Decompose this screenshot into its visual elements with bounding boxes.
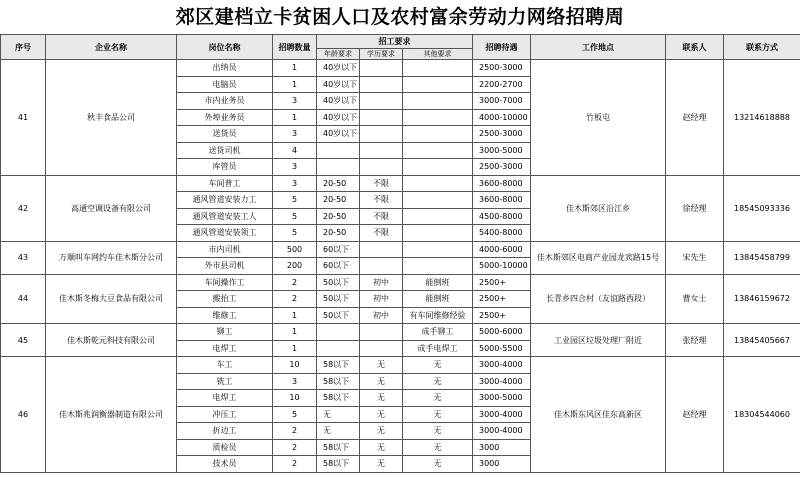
table-row: [1, 241, 800, 258]
count-cell: 2: [273, 274, 317, 291]
contact-cell: 宋先生: [666, 241, 724, 274]
salary-cell: 5400-8000: [473, 225, 531, 242]
phone-cell: 13845458799: [724, 241, 800, 274]
count-cell: 3: [273, 93, 317, 110]
location-cell: 工业园区垃圾处理厂附近: [531, 324, 666, 357]
count-cell: 3: [273, 175, 317, 192]
recruitment-table: [0, 34, 800, 473]
other-cell: 无: [403, 423, 473, 440]
age-cell: [317, 159, 360, 176]
age-cell: [317, 142, 360, 159]
position-cell: 铆工: [177, 324, 273, 341]
position-cell: 通风管道安装工人: [177, 208, 273, 225]
other-cell: 无: [403, 456, 473, 473]
count-cell: 5: [273, 225, 317, 242]
salary-cell: 4000-10000: [473, 109, 531, 126]
count-cell: 1: [273, 60, 317, 77]
salary-cell: 3000-5000: [473, 390, 531, 407]
position-cell: 车工: [177, 357, 273, 374]
edu-cell: 初中: [360, 307, 403, 324]
phone-cell: 18304544060: [724, 357, 800, 473]
salary-cell: 3000: [473, 439, 531, 456]
salary-cell: 2500-3000: [473, 60, 531, 77]
header-salary: 招聘待遇: [473, 35, 531, 60]
count-cell: 10: [273, 390, 317, 407]
age-cell: 60以下: [317, 258, 360, 275]
salary-cell: 3000-4000: [473, 423, 531, 440]
other-cell: 无: [403, 390, 473, 407]
age-cell: 40岁以下: [317, 126, 360, 143]
location-cell: 竹板屯: [531, 60, 666, 176]
count-cell: 1: [273, 324, 317, 341]
other-cell: [403, 109, 473, 126]
age-cell: [317, 324, 360, 341]
company-cell: 万顺叫车网约车佳木斯分公司: [46, 241, 177, 274]
salary-cell: 3000-5000: [473, 142, 531, 159]
position-cell: 铣工: [177, 373, 273, 390]
edu-cell: 无: [360, 373, 403, 390]
contact-cell: 赵经理: [666, 60, 724, 176]
other-cell: [403, 76, 473, 93]
count-cell: 3: [273, 373, 317, 390]
salary-cell: 3000: [473, 456, 531, 473]
count-cell: 4: [273, 142, 317, 159]
table-body: [1, 60, 800, 473]
age-cell: 58以下: [317, 390, 360, 407]
position-cell: 车间普工: [177, 175, 273, 192]
salary-cell: 3600-8000: [473, 192, 531, 209]
company-cell: 高通空调设备有限公司: [46, 175, 177, 241]
salary-cell: 4000-6000: [473, 241, 531, 258]
position-cell: 电焊工: [177, 340, 273, 357]
edu-cell: 不限: [360, 225, 403, 242]
count-cell: 1: [273, 109, 317, 126]
other-cell: 无: [403, 357, 473, 374]
position-cell: 搬抬工: [177, 291, 273, 308]
other-cell: [403, 159, 473, 176]
edu-cell: 无: [360, 423, 403, 440]
header-other: 其他要求: [403, 49, 473, 60]
other-cell: [403, 225, 473, 242]
header-seq: 序号: [1, 35, 46, 60]
other-cell: [403, 208, 473, 225]
seq-cell: 45: [1, 324, 46, 357]
table-row: [1, 60, 800, 77]
salary-cell: 3000-4000: [473, 357, 531, 374]
other-cell: [403, 175, 473, 192]
location-cell: 佳木斯东风区佳东高新区: [531, 357, 666, 473]
edu-cell: [360, 60, 403, 77]
other-cell: 有车间维修经验: [403, 307, 473, 324]
salary-cell: 3000-4000: [473, 373, 531, 390]
edu-cell: 无: [360, 439, 403, 456]
company-cell: 秋丰食品公司: [46, 60, 177, 176]
other-cell: [403, 192, 473, 209]
age-cell: 50以下: [317, 274, 360, 291]
phone-cell: 13845405667: [724, 324, 800, 357]
count-cell: 2: [273, 423, 317, 440]
contact-cell: 赵经理: [666, 357, 724, 473]
other-cell: 无: [403, 406, 473, 423]
other-cell: [403, 241, 473, 258]
edu-cell: 初中: [360, 291, 403, 308]
position-cell: 外埠业务员: [177, 109, 273, 126]
age-cell: 58以下: [317, 439, 360, 456]
salary-cell: 2500-3000: [473, 159, 531, 176]
edu-cell: [360, 340, 403, 357]
salary-cell: 2500-3000: [473, 126, 531, 143]
salary-cell: 3600-8000: [473, 175, 531, 192]
position-cell: 库管员: [177, 159, 273, 176]
count-cell: 2: [273, 456, 317, 473]
seq-cell: 44: [1, 274, 46, 324]
salary-cell: 3000-7000: [473, 93, 531, 110]
position-cell: 维修工: [177, 307, 273, 324]
phone-cell: 13846159672: [724, 274, 800, 324]
seq-cell: 46: [1, 357, 46, 473]
company-cell: 佳木斯冬梅大豆食品有限公司: [46, 274, 177, 324]
edu-cell: [360, 93, 403, 110]
count-cell: 1: [273, 340, 317, 357]
age-cell: 58以下: [317, 373, 360, 390]
salary-cell: 3000-4000: [473, 406, 531, 423]
header-company: 企业名称: [46, 35, 177, 60]
edu-cell: [360, 142, 403, 159]
edu-cell: 无: [360, 406, 403, 423]
position-cell: 车间操作工: [177, 274, 273, 291]
header-edu: 学历要求: [360, 49, 403, 60]
age-cell: 58以下: [317, 456, 360, 473]
edu-cell: [360, 159, 403, 176]
count-cell: 5: [273, 406, 317, 423]
position-cell: 折边工: [177, 423, 273, 440]
count-cell: 5: [273, 208, 317, 225]
contact-cell: 曹女士: [666, 274, 724, 324]
position-cell: 送货员: [177, 126, 273, 143]
other-cell: 无: [403, 439, 473, 456]
position-cell: 外市县司机: [177, 258, 273, 275]
count-cell: 2: [273, 439, 317, 456]
position-cell: 市内业务员: [177, 93, 273, 110]
age-cell: 20-50: [317, 192, 360, 209]
age-cell: 20-50: [317, 208, 360, 225]
position-cell: 技术员: [177, 456, 273, 473]
header-age: 年龄要求: [317, 49, 360, 60]
edu-cell: 不限: [360, 192, 403, 209]
count-cell: 200: [273, 258, 317, 275]
phone-cell: 13214618888: [724, 60, 800, 176]
position-cell: 质检员: [177, 439, 273, 456]
salary-cell: 5000-10000: [473, 258, 531, 275]
position-cell: 送货司机: [177, 142, 273, 159]
age-cell: 无: [317, 406, 360, 423]
other-cell: 能倒班: [403, 274, 473, 291]
position-cell: 冲压工: [177, 406, 273, 423]
age-cell: 40岁以下: [317, 60, 360, 77]
location-cell: 佳木斯郊区沿江乡: [531, 175, 666, 241]
age-cell: 50以下: [317, 307, 360, 324]
salary-cell: 4500-8000: [473, 208, 531, 225]
contact-cell: 徐经理: [666, 175, 724, 241]
age-cell: [317, 340, 360, 357]
count-cell: 5: [273, 192, 317, 209]
edu-cell: [360, 258, 403, 275]
count-cell: 3: [273, 159, 317, 176]
other-cell: [403, 93, 473, 110]
count-cell: 3: [273, 126, 317, 143]
age-cell: 60以下: [317, 241, 360, 258]
other-cell: 成手铆工: [403, 324, 473, 341]
other-cell: 能倒班: [403, 291, 473, 308]
edu-cell: [360, 109, 403, 126]
count-cell: 1: [273, 76, 317, 93]
company-cell: 佳木斯乾元科技有限公司: [46, 324, 177, 357]
seq-cell: 42: [1, 175, 46, 241]
edu-cell: 无: [360, 456, 403, 473]
edu-cell: 初中: [360, 274, 403, 291]
other-cell: [403, 258, 473, 275]
age-cell: 40岁以下: [317, 93, 360, 110]
count-cell: 2: [273, 291, 317, 308]
table-row: [1, 274, 800, 291]
count-cell: 1: [273, 307, 317, 324]
salary-cell: 2500+: [473, 291, 531, 308]
header-position: 岗位名称: [177, 35, 273, 60]
age-cell: 20-50: [317, 225, 360, 242]
edu-cell: [360, 324, 403, 341]
age-cell: 58以下: [317, 357, 360, 374]
position-cell: 出纳员: [177, 60, 273, 77]
contact-cell: 张经理: [666, 324, 724, 357]
position-cell: 通风管道安装力工: [177, 192, 273, 209]
salary-cell: 5000-6000: [473, 324, 531, 341]
table-row: [1, 324, 800, 341]
seq-cell: 43: [1, 241, 46, 274]
age-cell: 50以下: [317, 291, 360, 308]
other-cell: 成手电焊工: [403, 340, 473, 357]
other-cell: 无: [403, 373, 473, 390]
position-cell: 通风管道安装领工: [177, 225, 273, 242]
company-cell: 佳木斯兆润衡器制造有限公司: [46, 357, 177, 473]
age-cell: 40岁以下: [317, 109, 360, 126]
edu-cell: [360, 241, 403, 258]
other-cell: [403, 60, 473, 77]
edu-cell: 不限: [360, 175, 403, 192]
position-cell: 电焊工: [177, 390, 273, 407]
header-location: 工作地点: [531, 35, 666, 60]
table-row: [1, 357, 800, 374]
header-requirements: 招工要求: [317, 35, 473, 49]
location-cell: 佳木斯郊区电商产业园龙宾路15号: [531, 241, 666, 274]
table-row: [1, 175, 800, 192]
salary-cell: 5000-5500: [473, 340, 531, 357]
age-cell: 20-50: [317, 175, 360, 192]
position-cell: 电脑员: [177, 76, 273, 93]
age-cell: 无: [317, 423, 360, 440]
edu-cell: 无: [360, 390, 403, 407]
salary-cell: 2500+: [473, 274, 531, 291]
count-cell: 500: [273, 241, 317, 258]
position-cell: 市内司机: [177, 241, 273, 258]
header-phone: 联系方式: [724, 35, 800, 60]
edu-cell: [360, 126, 403, 143]
edu-cell: 不限: [360, 208, 403, 225]
edu-cell: 无: [360, 357, 403, 374]
location-cell: 长青乡四合村（友谊路西段）: [531, 274, 666, 324]
phone-cell: 18545093336: [724, 175, 800, 241]
edu-cell: [360, 76, 403, 93]
seq-cell: 41: [1, 60, 46, 176]
header-count: 招聘数量: [273, 35, 317, 60]
page-title: 郊区建档立卡贫困人口及农村富余劳动力网络招聘周: [175, 6, 625, 28]
other-cell: [403, 126, 473, 143]
other-cell: [403, 142, 473, 159]
salary-cell: 2200-2700: [473, 76, 531, 93]
count-cell: 10: [273, 357, 317, 374]
header-contact: 联系人: [666, 35, 724, 60]
age-cell: 40岁以下: [317, 76, 360, 93]
salary-cell: 2500+: [473, 307, 531, 324]
